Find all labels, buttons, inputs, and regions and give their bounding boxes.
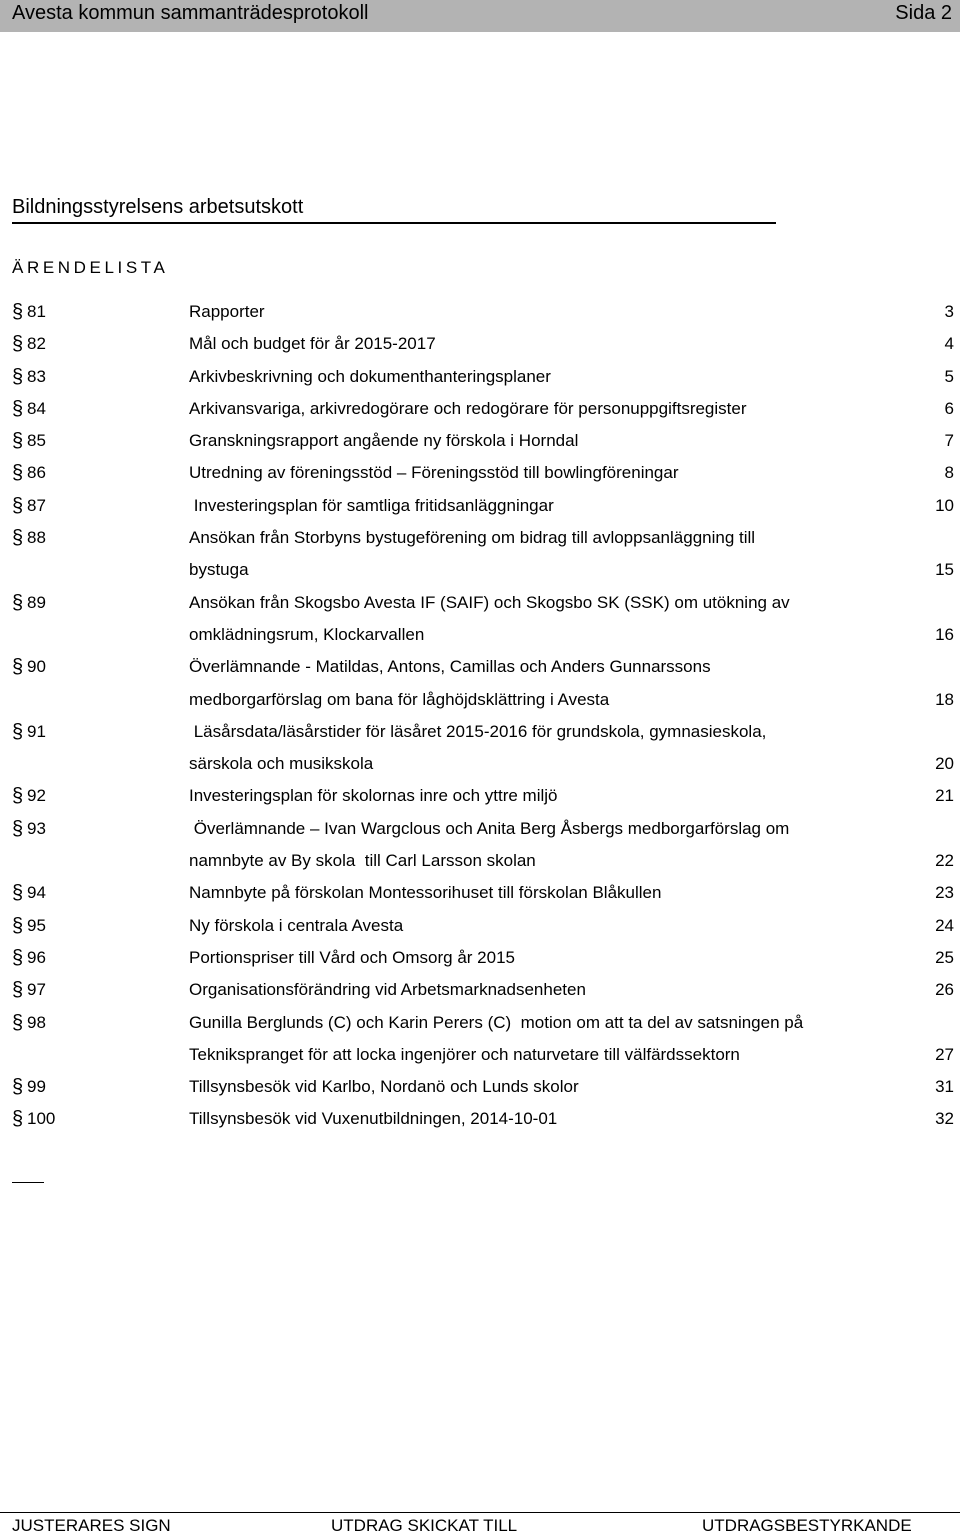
agenda-item-continuation bbox=[0, 619, 960, 651]
agenda-item-title: Investeringsplan för samtliga fritidsanläggningar bbox=[189, 495, 554, 515]
agenda-item-page: 7 bbox=[944, 431, 954, 451]
agenda-item-row bbox=[0, 328, 960, 360]
agenda-item-page: 21 bbox=[935, 786, 954, 806]
agenda-item-continuation bbox=[0, 554, 960, 586]
agenda-item-number: 89 bbox=[27, 592, 46, 612]
agenda-item-title: Läsårsdata/läsårstider för läsåret 2015-2016 för grundskola, gymnasieskola, bbox=[189, 721, 767, 741]
agenda-item-page: 24 bbox=[935, 915, 954, 935]
agenda-item-number: 91 bbox=[27, 721, 46, 741]
paragraph-symbol: § bbox=[12, 882, 24, 905]
agenda-item-number: 100 bbox=[27, 1109, 56, 1129]
agenda-item-row bbox=[0, 780, 960, 812]
agenda-item-number: 97 bbox=[27, 980, 46, 1000]
agenda-item-page: 3 bbox=[944, 302, 954, 321]
agenda-item bbox=[0, 328, 960, 360]
agenda-item bbox=[0, 942, 960, 974]
agenda-item bbox=[0, 296, 960, 328]
footer-excerpt-certified-label: UTDRAGSBESTYRKANDE bbox=[702, 1516, 912, 1535]
agenda-item-page: 16 bbox=[935, 624, 954, 644]
document-footer bbox=[0, 1512, 960, 1537]
agenda-item-title: Utredning av föreningsstöd – Föreningsstöd till bowlingföreningar bbox=[189, 463, 679, 483]
agenda-item-title: Tillsynsbesök vid Karlbo, Nordanö och Lunds skolor bbox=[189, 1077, 579, 1097]
agenda-item-number: 95 bbox=[27, 915, 46, 935]
agenda-item-page: 32 bbox=[935, 1109, 954, 1129]
agenda-item-row bbox=[0, 393, 960, 425]
agenda-item-row bbox=[0, 490, 960, 522]
document-title: Avesta kommun sammanträdesprotokoll bbox=[12, 2, 369, 24]
agenda-item-title: medborgarförslag om bana för låghöjdsklättring i Avesta bbox=[189, 689, 610, 709]
agenda-item-row bbox=[0, 651, 960, 683]
agenda-item bbox=[0, 361, 960, 393]
agenda-item-number: 92 bbox=[27, 786, 46, 806]
agenda-item-page: 10 bbox=[935, 495, 954, 515]
document-header bbox=[0, 0, 960, 32]
agenda-item-number: 87 bbox=[27, 495, 46, 515]
agenda-item-title: Mål och budget för år 2015-2017 bbox=[189, 334, 436, 354]
agenda-item-number: 84 bbox=[27, 398, 46, 418]
paragraph-symbol: § bbox=[12, 494, 24, 517]
agenda-item bbox=[0, 1007, 960, 1072]
paragraph-symbol: § bbox=[12, 462, 24, 485]
paragraph-symbol: § bbox=[12, 591, 24, 614]
agenda-item-number: 98 bbox=[27, 1012, 46, 1032]
paragraph-symbol: § bbox=[12, 397, 24, 420]
agenda-item-number: 99 bbox=[27, 1077, 46, 1097]
agenda-item-continuation bbox=[0, 748, 960, 780]
agenda-item-number: 82 bbox=[27, 334, 46, 354]
agenda-item bbox=[0, 1071, 960, 1103]
agenda-item-row bbox=[0, 877, 960, 909]
agenda-item-title: Portionspriser till Vård och Omsorg år 2015 bbox=[189, 947, 515, 967]
committee-underline bbox=[12, 222, 776, 224]
paragraph-symbol: § bbox=[12, 430, 24, 453]
agenda-item-number: 90 bbox=[27, 657, 46, 677]
agenda-item-number: 85 bbox=[27, 431, 46, 451]
agenda-item-number: 88 bbox=[27, 528, 46, 548]
page-number: Sida 2 bbox=[895, 2, 952, 24]
paragraph-symbol: § bbox=[12, 527, 24, 550]
agenda-item-title: omklädningsrum, Klockarvallen bbox=[189, 624, 425, 644]
agenda-item-number: 86 bbox=[27, 463, 46, 483]
footer-excerpt-sent-label: UTDRAG SKICKAT TILL bbox=[331, 1516, 518, 1535]
committee-name: Bildningsstyrelsens arbetsutskott bbox=[12, 196, 304, 218]
paragraph-symbol: § bbox=[12, 720, 24, 743]
agenda-item-title: Överlämnande - Matildas, Antons, Camillas och Anders Gunnarssons bbox=[189, 657, 711, 677]
agenda-item-number: 96 bbox=[27, 947, 46, 967]
agenda-item-row bbox=[0, 974, 960, 1006]
agenda-item-continuation bbox=[0, 684, 960, 716]
agenda-item-title: namnbyte av By skola till Carl Larsson skolan bbox=[189, 851, 536, 871]
agenda-item-row bbox=[0, 296, 960, 328]
footer-sign-label: JUSTERARES SIGN bbox=[12, 1516, 171, 1535]
agenda-item-row bbox=[0, 457, 960, 489]
agenda-item-number: 83 bbox=[27, 366, 46, 386]
agenda-item-page: 18 bbox=[935, 689, 954, 709]
agenda-item-number: 81 bbox=[27, 302, 46, 321]
agenda-item-row bbox=[0, 1071, 960, 1103]
agenda-item-row bbox=[0, 361, 960, 393]
agenda-item-page: 5 bbox=[944, 366, 954, 386]
agenda-item-page: 26 bbox=[935, 980, 954, 1000]
agenda-item bbox=[0, 877, 960, 909]
agenda-list bbox=[0, 296, 960, 1136]
agenda-item bbox=[0, 1103, 960, 1135]
paragraph-symbol: § bbox=[12, 1076, 24, 1099]
agenda-item bbox=[0, 651, 960, 716]
agenda-item-page: 25 bbox=[935, 947, 954, 967]
agenda-item bbox=[0, 522, 960, 587]
paragraph-symbol: § bbox=[12, 946, 24, 969]
agenda-item bbox=[0, 813, 960, 878]
agenda-item-page: 23 bbox=[935, 883, 954, 903]
agenda-item-row bbox=[0, 587, 960, 619]
agenda-item bbox=[0, 587, 960, 652]
end-rule bbox=[12, 1182, 44, 1183]
agenda-item-row bbox=[0, 942, 960, 974]
paragraph-symbol: § bbox=[12, 979, 24, 1002]
agenda-item-title: Arkivansvariga, arkivredogörare och redogörare för personuppgiftsregister bbox=[189, 398, 747, 418]
paragraph-symbol: § bbox=[12, 656, 24, 679]
agenda-item-title: Organisationsförändring vid Arbetsmarknadsenheten bbox=[189, 980, 586, 1000]
agenda-item-page: 22 bbox=[935, 851, 954, 871]
agenda-item-title: Tillsynsbesök vid Vuxenutbildningen, 2014-10-01 bbox=[189, 1109, 558, 1129]
agenda-item-title: särskola och musikskola bbox=[189, 754, 374, 774]
agenda-item-row bbox=[0, 522, 960, 554]
agenda-item-number: 94 bbox=[27, 883, 46, 903]
agenda-item bbox=[0, 780, 960, 812]
agenda-item-title: Arkivbeskrivning och dokumenthanteringsplaner bbox=[189, 366, 551, 386]
list-heading: ÄRENDELISTA bbox=[12, 258, 169, 277]
agenda-item-page: 31 bbox=[935, 1077, 954, 1097]
agenda-item bbox=[0, 910, 960, 942]
paragraph-symbol: § bbox=[12, 1011, 24, 1034]
agenda-item bbox=[0, 974, 960, 1006]
agenda-item-title: Ansökan från Storbyns bystugeförening om bidrag till avloppsanläggning till bbox=[189, 528, 756, 548]
agenda-item-row bbox=[0, 910, 960, 942]
agenda-item-title: Namnbyte på förskolan Montessorihuset till förskolan Blåkullen bbox=[189, 883, 662, 903]
agenda-item-row bbox=[0, 813, 960, 845]
agenda-item-title: Ny förskola i centrala Avesta bbox=[189, 915, 404, 935]
agenda-item-title: Rapporter bbox=[189, 302, 265, 321]
paragraph-symbol: § bbox=[12, 333, 24, 356]
agenda-item-row bbox=[0, 1007, 960, 1039]
agenda-item bbox=[0, 457, 960, 489]
agenda-item-page: 27 bbox=[935, 1044, 954, 1064]
agenda-item-page: 20 bbox=[935, 754, 954, 774]
paragraph-symbol: § bbox=[12, 785, 24, 808]
agenda-item-title: bystuga bbox=[189, 560, 249, 580]
paragraph-symbol: § bbox=[12, 301, 24, 323]
paragraph-symbol: § bbox=[12, 817, 24, 840]
agenda-item-title: Teknikspranget för att locka ingenjörer och naturvetare till välfärdssektorn bbox=[189, 1044, 740, 1064]
agenda-item-row bbox=[0, 425, 960, 457]
paragraph-symbol: § bbox=[12, 365, 24, 388]
agenda-item-title: Granskningsrapport angående ny förskola i Horndal bbox=[189, 431, 579, 451]
agenda-item-continuation bbox=[0, 1039, 960, 1071]
agenda-item-title: Ansökan från Skogsbo Avesta IF (SAIF) och Skogsbo SK (SSK) om utökning av bbox=[189, 592, 790, 612]
agenda-item-page: 8 bbox=[944, 463, 954, 483]
agenda-item-title: Överlämnande – Ivan Wargclous och Anita Berg Åsbergs medborgarförslag om bbox=[189, 818, 790, 838]
agenda-item-row bbox=[0, 1103, 960, 1135]
agenda-item-continuation bbox=[0, 845, 960, 877]
paragraph-symbol: § bbox=[12, 1108, 24, 1131]
agenda-item-page: 15 bbox=[935, 560, 954, 580]
agenda-item-row bbox=[0, 716, 960, 748]
agenda-item-page: 4 bbox=[944, 334, 954, 354]
agenda-item-number: 93 bbox=[27, 818, 46, 838]
agenda-item-page: 6 bbox=[944, 398, 954, 418]
agenda-item bbox=[0, 393, 960, 425]
paragraph-symbol: § bbox=[12, 914, 24, 937]
agenda-item-title: Investeringsplan för skolornas inre och yttre miljö bbox=[189, 786, 558, 806]
agenda-item bbox=[0, 716, 960, 781]
agenda-item-title: Gunilla Berglunds (C) och Karin Perers (C) motion om att ta del av satsningen på bbox=[189, 1012, 804, 1032]
agenda-item bbox=[0, 490, 960, 522]
agenda-item bbox=[0, 425, 960, 457]
